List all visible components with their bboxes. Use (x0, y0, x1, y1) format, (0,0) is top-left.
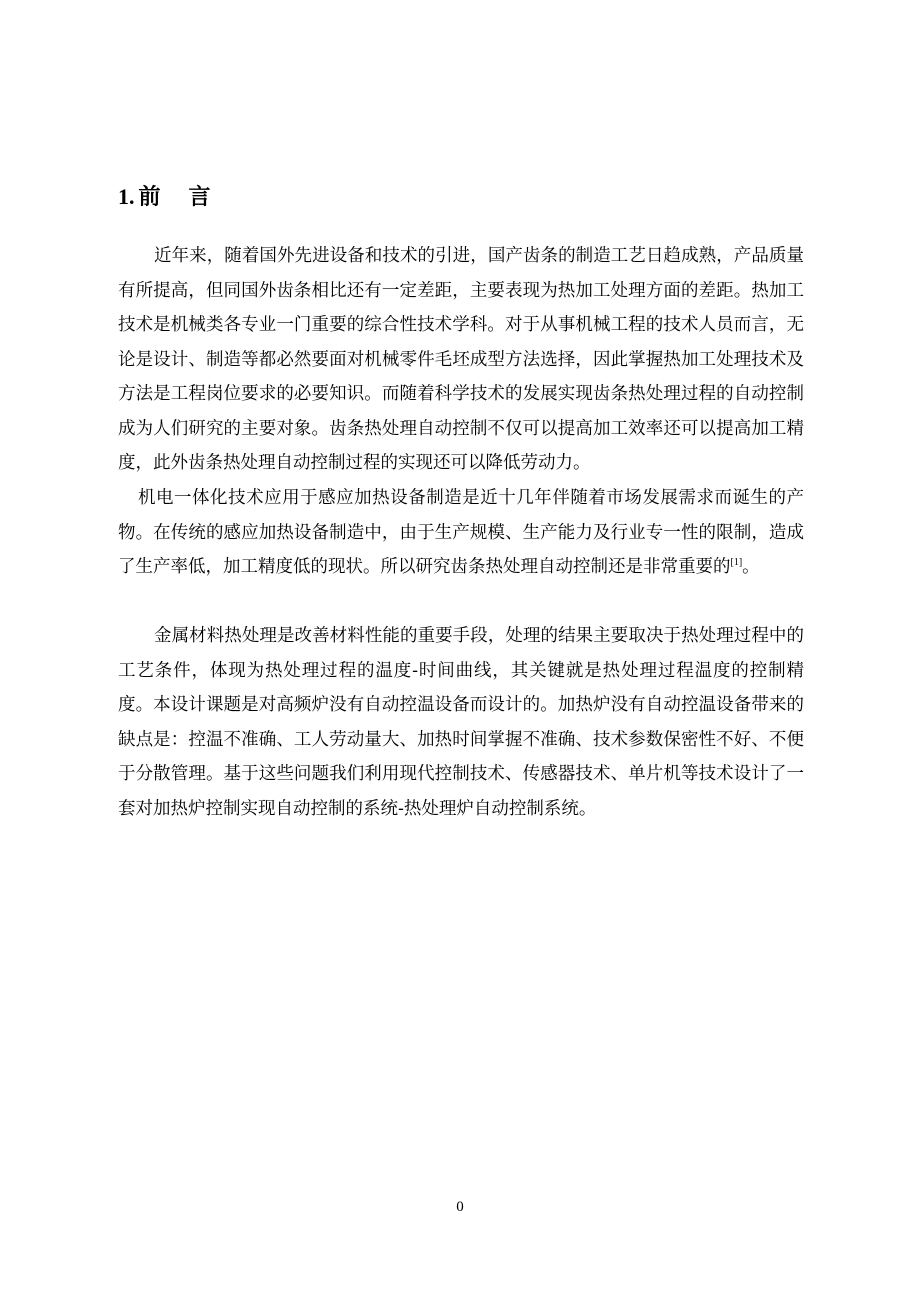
section-title-char-2: 言 (188, 184, 211, 210)
paragraph-mechatronics-end: 。 (742, 557, 760, 577)
page-number: 0 (456, 1199, 464, 1215)
paragraph-mechatronics (118, 481, 804, 585)
paragraph-heat-treatment: 金属材料热处理是改善材料性能的重要手段，处理的结果主要取决于热处理过程中的工艺条件，体现为热处理过程的温度-时间曲线，其关键就是热处理过程温度的控制精度。本设计课题是对高频炉没有自动控温设备而设计的。加热炉没有自动控温设备带来的缺点是：控温不准确、工人劳动量大、加热时间掌握不准确、技术参数保密性不好、不便于分散管理。基于这些问题我们利用现代控制技术、传感器技术、单片机等技术设计了一套对加热炉控制实现自动控制的系统-热处理炉自动控制系统。 (118, 626, 804, 819)
section-title-char-1: 前 (138, 184, 161, 210)
paragraph-intro: 近年来，随着国外先进设备和技术的引进，国产齿条的制造工艺日趋成熟，产品质量有所提高，但同国外齿条相比还有一定差距，主要表现为热加工处理方面的差距。热加工技术是机械类各专业一门重要的综合性技术学科。对于从事机械工程的技术人员而言，无论是设计、制造等都必然要面对机械零件毛坯成型方法选择，因此掌握热加工处理技术及方法是工程岗位要求的必要知识。而随着科学技术的发展实现齿条热处理过程的自动控制成为人们研究的主要对象。齿条热处理自动控制不仅可以提高加工效率还可以提高加工精度，此外齿条热处理自动控制过程的实现还可以降低劳动力。 (118, 246, 804, 473)
paragraph-mechatronics-text: 机电一体化技术应用于感应加热设备制造是近十几年伴随着市场发展需求而诞生的产物。在传统的感应加热设备制造中，由于生产规模、生产能力及行业专一性的限制，造成了生产率低，加工精度低的现状。所以研究齿条热处理自动控制还是非常重要的 (118, 488, 804, 577)
section-heading (118, 182, 211, 212)
section-number: 1. (118, 184, 135, 209)
citation-reference[interactable]: [1] (730, 557, 743, 569)
